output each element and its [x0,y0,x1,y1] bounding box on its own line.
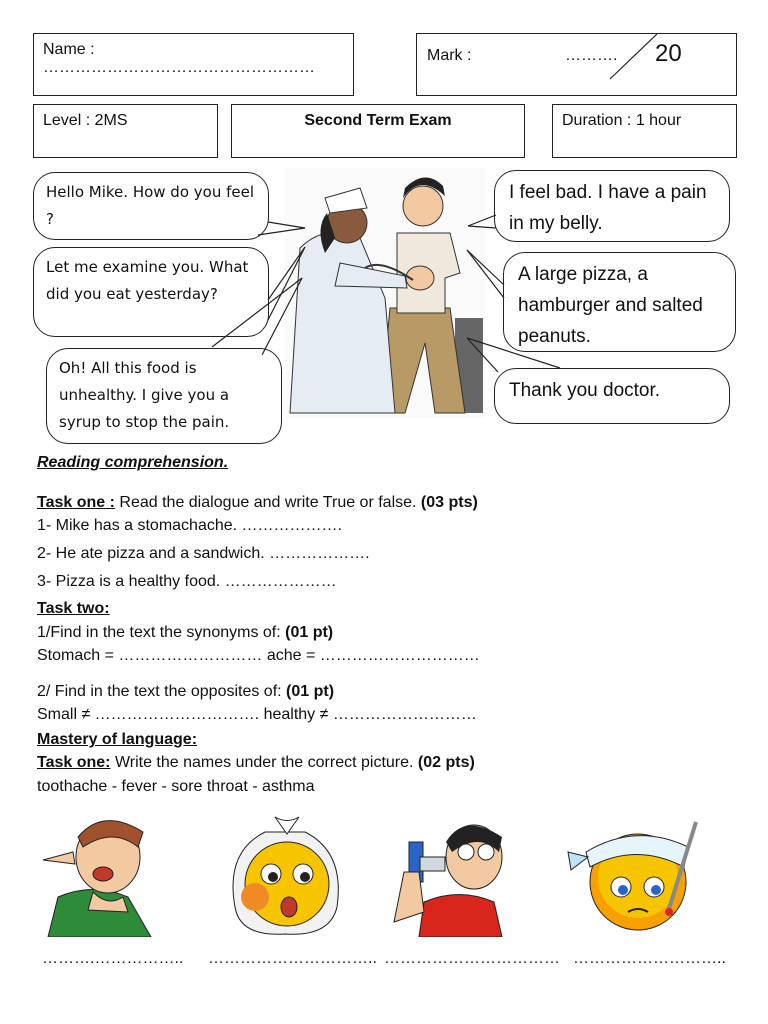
mark-label: Mark : [427,47,472,64]
task-label: Task one: [37,754,111,771]
speech-bubble-boy-2 [503,252,736,352]
mastery-task-one [37,754,475,772]
mastery-heading: Mastery of language: [37,731,198,748]
answer-blank-1[interactable]: ……….…………….. [42,950,184,967]
speech-bubble-boy-3 [494,368,730,424]
fraction-slash [417,34,738,97]
task-instruction: Write the names under the correct picture. [110,754,418,771]
asthma-picture [384,812,524,937]
syn-points: (01 pt) [285,624,334,641]
bubble-text: Hello Mike. How do you feel ? [46,183,255,228]
synonyms-answers[interactable]: Stomach = ……………………… ache = ………………………… [37,647,480,664]
task-label: Task one : [37,494,115,511]
duration-box [552,104,737,158]
doctor-patient-illustration [285,168,485,418]
bubble-text: Oh! All this food is unhealthy. I give you a syrup to stop the pain. [59,359,230,431]
task-two-heading: Task two: [37,600,110,617]
answer-blank-2[interactable]: ………………………….. [208,950,377,967]
answer-blank-4[interactable]: ……………………….. [573,950,726,967]
opp-text: 2/ Find in the text the opposites of: [37,683,287,700]
opp-points: (01 pt) [286,683,335,700]
bubble-text: A large pizza, a hamburger and salted peanuts. [518,264,703,347]
question-3[interactable]: 3- Pizza is a healthy food. ………………… [37,573,337,590]
opposites-answers[interactable]: Small ≠ …………………………. healthy ≠ ……………………… [37,706,477,723]
mark-total: 20 [655,40,682,67]
toothache-picture [215,812,355,937]
task-points: (02 pts) [417,754,475,771]
level-box [33,104,218,158]
level-text: Level : 2MS [43,112,128,129]
speech-bubble-doctor-2 [33,247,269,337]
synonyms-instruction [37,624,333,642]
speech-bubble-doctor-1 [33,172,269,240]
name-field[interactable]: Name : …………………………………………… [43,41,315,76]
question-1[interactable]: 1- Mike has a stomachache. ………………. [37,517,342,534]
syn-text: 1/Find in the text the synonyms of: [37,624,286,641]
bubble-text: I feel bad. I have a pain in my belly. [509,182,707,234]
question-2[interactable]: 2- He ate pizza and a sandwich. ………………. [37,545,370,562]
sore-throat-picture [33,812,183,937]
exam-title-box [231,104,525,158]
task-instruction: Read the dialogue and write True or false. [114,494,421,511]
answer-blank-3[interactable]: …………………………… [384,950,560,967]
duration-text: Duration : 1 hour [562,112,682,129]
mark-box [416,33,737,96]
word-bank: toothache - fever - sore throat - asthma [37,778,315,795]
bubble-text: Let me examine you. What did you eat yesterday? [46,258,249,303]
name-box [33,33,354,96]
speech-bubble-doctor-3 [46,348,282,444]
speech-bubble-boy-1 [494,170,730,242]
task-points: (03 pts) [420,494,478,511]
reading-task-one [37,494,478,512]
fever-picture [566,812,706,937]
bubble-text: Thank you doctor. [509,380,661,401]
exam-title: Second Term Exam [304,112,452,129]
opposites-instruction [37,683,334,701]
reading-heading: Reading comprehension. [37,454,229,471]
mark-dots[interactable]: ………. [565,47,618,64]
